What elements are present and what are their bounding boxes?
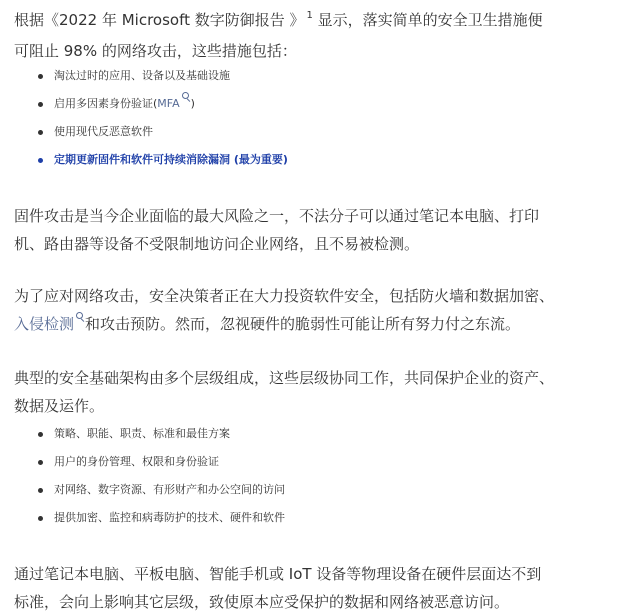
list-item xyxy=(0,476,635,504)
list-item xyxy=(0,504,635,532)
paragraph-hardware-line-1: 通过笔记本电脑、平板电脑、智能手机或 IoT 设备等物理设备在硬件层面达不到 xyxy=(14,565,542,583)
intro-text-a: 根据《2022 年 Microsoft 数字防御报告 》 xyxy=(14,11,305,29)
paragraph-firmware-line-2: 机、路由器等设备不受限制地访问企业网络，且不易被检测。 xyxy=(14,235,420,253)
paragraph-infrastructure-line-1: 典型的安全基础架构由多个层级组成，这些层级协同工作，共同保护企业的资产、 xyxy=(14,369,555,387)
security-measures-list xyxy=(0,62,635,174)
list-item xyxy=(0,90,635,118)
paragraph-intro-line-2: 可阻止 98% 的网络攻击，这些措施包括： xyxy=(14,42,297,60)
paragraph-defense xyxy=(14,282,627,338)
security-layers-list xyxy=(0,420,635,532)
intro-text-b: 显示，落实简单的安全卫生措施便 xyxy=(312,11,543,29)
list-item xyxy=(0,118,635,146)
list-item-text: 启用多因素身份验证( xyxy=(54,97,158,110)
list-item-text: 淘汰过时的应用、设备以及基础设施 xyxy=(54,69,230,82)
list-item-text-end: ) xyxy=(190,97,195,110)
paragraph-hardware-line-2: 标准，会向上影响其它层级，致使原本应受保护的数据和网络被恶意访问。 xyxy=(14,593,510,611)
paragraph-firmware xyxy=(14,202,627,258)
paragraph-intro-line-1 xyxy=(14,6,627,37)
paragraph-defense-line-2 xyxy=(14,310,627,338)
list-item-text: 定期更新固件和软件可持续消除漏洞 (最为重要) xyxy=(54,153,288,166)
footnote-marker[interactable]: 1 xyxy=(306,10,313,21)
mfa-link[interactable]: MFA xyxy=(157,97,180,110)
search-icon[interactable] xyxy=(181,90,191,104)
search-icon[interactable] xyxy=(75,310,85,324)
list-item-text: 对网络、数字资源、有形财产和办公空间的访问 xyxy=(54,483,285,496)
list-item xyxy=(0,62,635,90)
list-item-highlighted xyxy=(0,146,635,174)
paragraph-intro xyxy=(14,6,627,65)
list-item-text: 提供加密、监控和病毒防护的技术、硬件和软件 xyxy=(54,511,285,524)
paragraph-defense-line-1: 为了应对网络攻击，安全决策者正在大力投资软件安全，包括防火墙和数据加密、 xyxy=(14,287,555,305)
list-item xyxy=(0,448,635,476)
paragraph-infrastructure xyxy=(14,364,627,420)
list-item-text: 使用现代反恶意软件 xyxy=(54,125,153,138)
list-item-text: 用户的身份管理、权限和身份验证 xyxy=(54,455,219,468)
paragraph-infrastructure-line-2: 数据及运作。 xyxy=(14,397,105,415)
paragraph-defense-text: 和攻击预防。然而，忽视硬件的脆弱性可能让所有努力付之东流。 xyxy=(85,315,521,333)
list-item xyxy=(0,420,635,448)
list-item-text: 策略、职能、职责、标准和最佳方案 xyxy=(54,427,230,440)
intrusion-detection-link[interactable]: 入侵检测 xyxy=(14,315,75,333)
paragraph-hardware xyxy=(14,560,627,616)
paragraph-firmware-line-1: 固件攻击是当今企业面临的最大风险之一，不法分子可以通过笔记本电脑、打印 xyxy=(14,207,540,225)
